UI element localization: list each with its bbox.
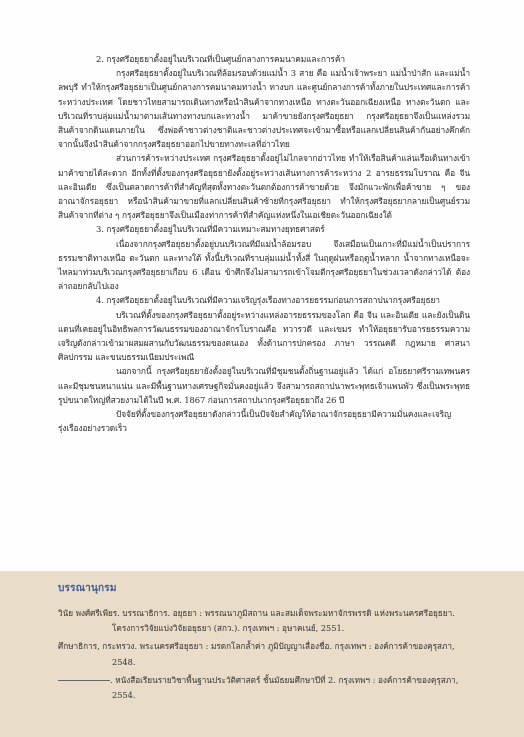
section-heading-4: 4. กรุงศรีอยุธยาตั้งอยู่ในบริเวณที่มีความเจริญรุ่งเรืองทางอารยธรรมก่อนการสถาปนากรุงศรีอยุธยา xyxy=(96,295,440,306)
section-heading-2: 2. กรุงศรีอยุธยาตั้งอยู่ในบริเวณที่เป็นศูนย์กลางการคมนาคมและการค้า xyxy=(96,54,345,64)
bibliography-box xyxy=(0,571,524,737)
body-text xyxy=(58,52,470,435)
paragraph: กรุงศรีอยุธยาตั้งอยู่ในบริเวณที่ล้อมรอบด้วยแม่น้ำ 3 สาย คือ แม่น้ำเจ้าพระยา แม่น้ำป่าสัก และแม่น้ำลพบุรี ทำให้กรุงศรีอยุธยาเป็นศูนย์กลางการคมนาคมทางน้ำ ทางบก และศูนย์กลางการค้าทั้งภายในประเทศและการค้าระหว่างประเทศ โดยชาวไทยสามารถเดินทางหรือนำสินค้าจากทางเหนือ ทางตะวันออกเฉียงเหนือ ทางตะวันตก และบริเวณที่ราบลุ่มแม่น้ำมาตามเส้นทางทางบกและทางน้ำ มาค้าขายยังกรุงศรีอยุธยา กรุงศรีอยุธยาจึงเป็นแหล่งรวมสินค้าจากดินแดนภายใน ซึ่งพ่อค้าชาวต่างชาติและชาวต่างประเทศจะเข้ามาซื้อหรือแลกเปลี่ยนสินค้ากันอย่างคึกคัก จากนั้นจึงนำสินค้าจากกรุงศรีอยุธยาออกไปขายทางทะเลที่อ่าวไทย xyxy=(58,68,470,150)
repeat-author-line xyxy=(58,680,110,681)
paragraph: นอกจากนี้ กรุงศรีอยุธยายังตั้งอยู่ในบริเวณที่มีชุมชนตั้งถิ่นฐานอยู่แล้ว ได้แก่ อโยธยาศรีรามเทพนคร และมีชุมชนหนาแน่น และมีพื้นฐานทางเศรษฐกิจมั่นคงอยู่แล้ว จึงสามารถสถาปนาพระพุทธเจ้าแพนพัว ซึ่งเป็นพระพุทธรูปขนาดใหญ่ที่สวยงามได้ในปี พ.ศ. 1867 ก่อนการสถาปนากรุงศรีอยุธยาถึง 26 ปี xyxy=(58,366,470,405)
paragraph: บริเวณที่ตั้งของกรุงศรีอยุธยาตั้งอยู่ระหว่างแหล่งอารยธรรมของโลก คือ จีน และอินเดีย และยังเป็นดินแดนที่เคยอยู่ในอิทธิพลการวัฒนธรรมของอาณาจักรโบราณคือ ทวารวดี และเขมร ทำให้อยุธยารับอารยธรรมความเจริญดังกล่าวเข้ามาผสมผสานกับวัฒนธรรมของตนเอง ทั้งด้านการปกครอง ภาษา วรรณคดี กฎหมาย ศาสนา ศิลปกรรม และขนบธรรมเนียมประเพณี xyxy=(58,309,470,363)
reference-item xyxy=(58,673,472,703)
reference-item: วินัย พงศ์ศรีเพียร. บรรณาธิการ. อยุธยา : พรรณนาภูมิสถาน และสมเด็จพระมหาจักรพรรดิ แห่งพระนครศรีอยุธยา. โครงการวิจัยแบ่งวิจัยอยุธยา (สกว.). กรุงเทพฯ : อุษาคเนย์, 2551. xyxy=(58,608,455,634)
reference-text: . หนังสือเรียนรายวิชาพื้นฐานประวัติศาสตร์ ชั้นมัธยมศึกษาปีที่ 2. กรุงเทพฯ : องค์การค้าของคุรุสภา, 2554. xyxy=(110,674,459,701)
paragraph: ปัจจัยที่ตั้งของกรุงศรีอยุธยาดังกล่าวนี้เป็นปัจจัยสำคัญให้อาณาจักรอยุธยามีความมั่นคงและเจริญรุ่งเรืองอย่างรวดเร็ว xyxy=(58,409,452,434)
reference-item: ศึกษาธิการ, กระทรวง. พระนครศรีอยุธยา : มรดกโลกล้ำค่า ภูมิปัญญาเลื่องชื่อ. กรุงเทพฯ : องค์การค้าของคุรุสภา, 2548. xyxy=(58,641,455,667)
paragraph: เนื่องจากกรุงศรีอยุธยาตั้งอยู่บนบริเวณที่มีแม่น้ำล้อมรอบ จึงเสมือนเป็นเกาะที่มีแม่น้ำเป็นปราการธรรมชาติทางเหนือ ตะวันตก และทางใต้ ทั้งนี้บริเวณที่ราบลุ่มแม่น้ำทั้งสี่ ในฤดูฝนหรือฤดูน้ำหลาก น้ำจากทางเหนือจะไหลมาท่วมบริเวณกรุงศรีอยุธยาเกือบ 6 เดือน ข้าศึกจึงไม่สามารถเข้าโจมตีกรุงศรีอยุธยาในช่วงเวลาดังกล่าวได้ ต้องล่าถอยกลับไปเอง xyxy=(58,238,470,292)
paragraph: ส่วนการค้าระหว่างประเทศ กรุงศรีอยุธยาตั้งอยู่ไม่ไกลจากอ่าวไทย ทำให้เรือสินค้าแล่นเรือเดินทางเข้ามาค้าขายได้สะดวก อีกทั้งที่ตั้งของกรุงศรีอยุธยายังตั้งอยู่ระหว่างเส้นทางการค้าระหว่าง 2 อารยธรรมโบราณ คือ จีน และอินเดีย ซึ่งเป็นตลาดการค้าที่สำคัญที่สุดทั้งทางตะวันตกต้องการค้าขายด้วย จึงมักแวะพักเพื่อค้าขาย ๆ ของอาณาจักรอยุธยา หรือนำสินค้ามาขายที่แลกเปลี่ยนสินค้าซ้ายที่กรุงศรีอยุธยา ทำให้กรุงศรีอยุธยากลายเป็นศูนย์รวมสินค้าจากที่ต่าง ๆ กรุงศรีอยุธยาจึงเป็นเมืองท่าการค้าที่สำคัญแห่งหนึ่งในเอเชียตะวันออกเฉียงใต้ xyxy=(58,153,470,221)
bibliography-title: บรรณานุกรม xyxy=(58,583,117,594)
section-heading-3: 3. กรุงศรีอยุธยาตั้งอยู่ในบริเวณที่มีความเหมาะสมทางยุทธศาสตร์ xyxy=(96,224,325,235)
